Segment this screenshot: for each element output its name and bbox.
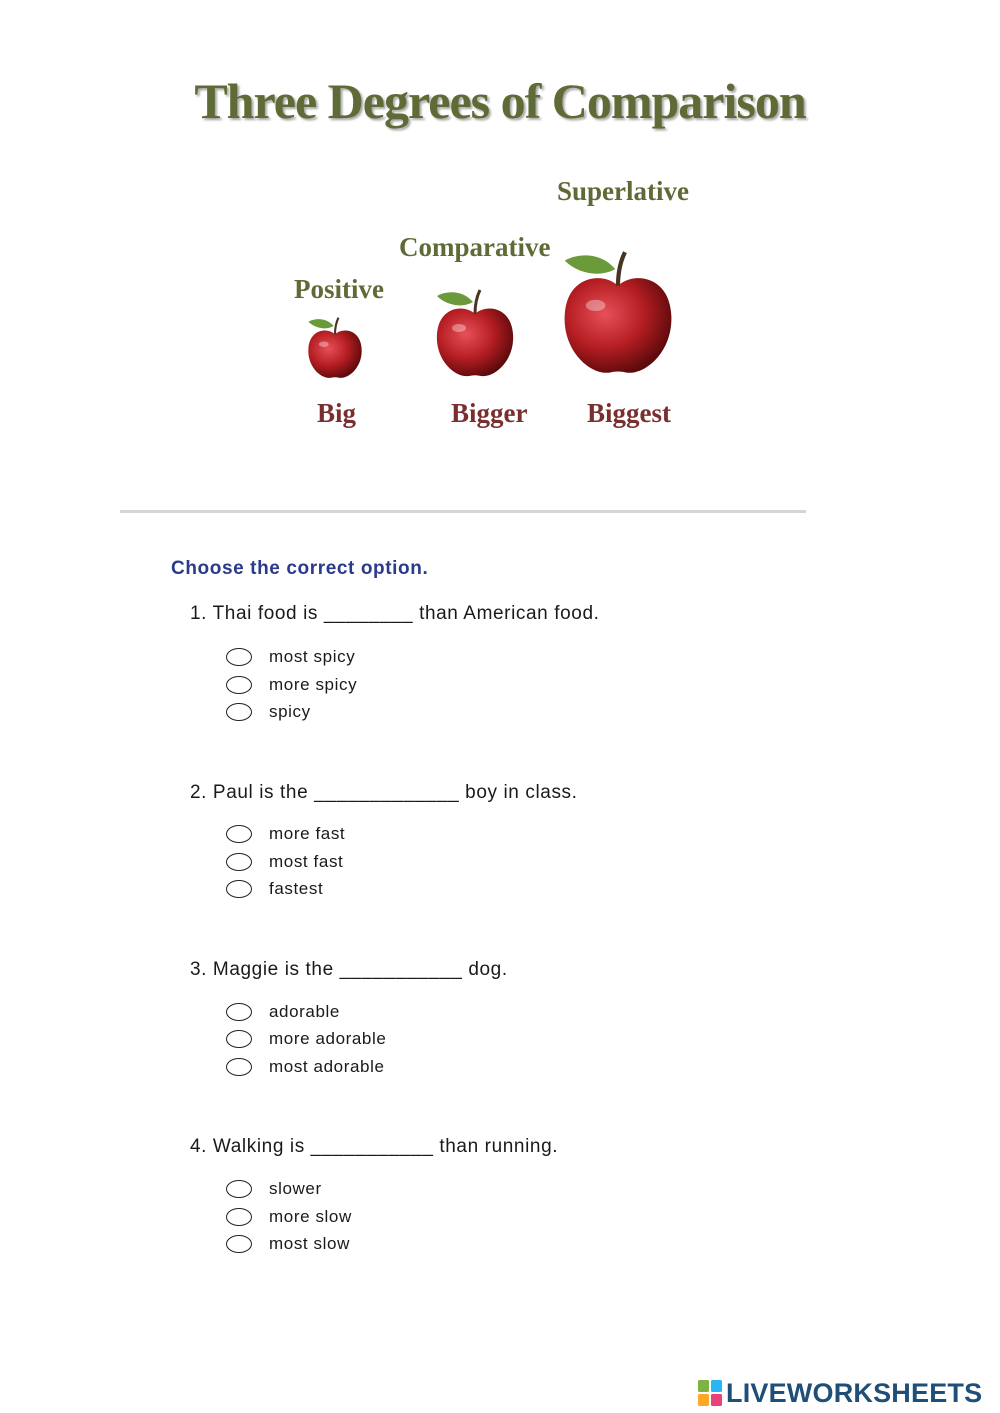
q3-option-3[interactable] [226, 1055, 385, 1079]
radio-button[interactable] [226, 1180, 252, 1198]
small-apple-image [300, 312, 370, 382]
q3-option-2[interactable] [226, 1027, 386, 1051]
q1-option-3[interactable] [226, 700, 311, 724]
positive-heading: Positive [294, 274, 384, 304]
q4-option-2[interactable] [226, 1205, 352, 1229]
option-label: fastest [269, 879, 324, 898]
radio-button[interactable] [226, 853, 252, 871]
radio-button[interactable] [226, 880, 252, 898]
option-label: spicy [269, 702, 311, 721]
radio-button[interactable] [226, 703, 252, 721]
radio-button[interactable] [226, 1208, 252, 1226]
radio-button[interactable] [226, 1003, 252, 1021]
radio-button[interactable] [226, 1235, 252, 1253]
question-2: 2. Paul is the _____________ boy in class. [190, 782, 578, 803]
radio-button[interactable] [226, 1058, 252, 1076]
radio-button[interactable] [226, 825, 252, 843]
instruction-text: Choose the correct option. [171, 558, 429, 579]
question-3: 3. Maggie is the ___________ dog. [190, 959, 508, 980]
q3-option-1[interactable] [226, 1000, 340, 1024]
liveworksheets-logo-icon [697, 1379, 723, 1407]
q1-option-1[interactable] [226, 645, 355, 669]
positive-word: Big [317, 398, 357, 428]
option-label: most slow [269, 1234, 350, 1253]
superlative-word: Biggest [587, 398, 671, 428]
superlative-heading: Superlative [557, 176, 689, 206]
option-label: adorable [269, 1002, 340, 1021]
question-1: 1. Thai food is ________ than American food. [190, 603, 600, 624]
q2-option-2[interactable] [226, 850, 343, 874]
medium-apple-image [425, 280, 525, 384]
brand-name: LIVEWORKSHEETS [726, 1377, 983, 1408]
option-label: more slow [269, 1207, 352, 1226]
option-label: most spicy [269, 647, 356, 666]
option-label: slower [269, 1179, 322, 1198]
q2-option-1[interactable] [226, 822, 345, 846]
option-label: most fast [269, 852, 344, 871]
worksheet-title: Three Degrees of Comparison [194, 73, 806, 129]
q2-option-3[interactable] [226, 877, 323, 901]
q4-option-3[interactable] [226, 1232, 350, 1256]
large-apple-image [548, 236, 688, 386]
radio-button[interactable] [226, 676, 252, 694]
comparative-word: Bigger [451, 398, 528, 428]
radio-button[interactable] [226, 1030, 252, 1048]
option-label: more spicy [269, 675, 358, 694]
option-label: more fast [269, 824, 346, 843]
question-4: 4. Walking is ___________ than running. [190, 1136, 559, 1157]
radio-button[interactable] [226, 648, 252, 666]
section-divider [120, 510, 806, 513]
q1-option-2[interactable] [226, 673, 357, 697]
option-label: more adorable [269, 1029, 387, 1048]
option-label: most adorable [269, 1057, 385, 1076]
comparative-heading: Comparative [399, 232, 551, 262]
q4-option-1[interactable] [226, 1177, 322, 1201]
liveworksheets-logo[interactable] [697, 1376, 982, 1410]
